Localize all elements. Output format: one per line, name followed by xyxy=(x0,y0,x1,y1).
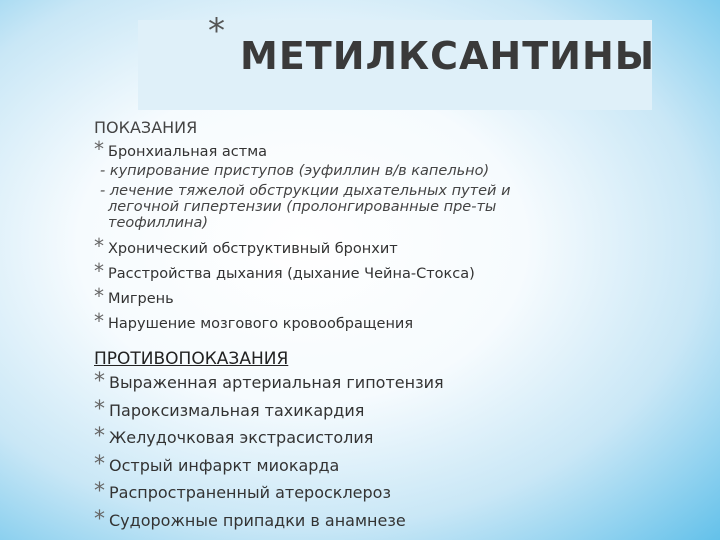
list-item-label: Бронхиальная астма xyxy=(108,144,268,160)
sub-item-line: - купирование приступов (эуфиллин в/в капельно) xyxy=(100,163,490,179)
list-item-label: Распространенный атеросклероз xyxy=(109,483,391,502)
contraindications-list xyxy=(94,369,694,534)
list-item-label: Хронический обструктивный бронхит xyxy=(108,241,398,257)
sub-item-line: - лечение тяжелой обструкции дыхательных путей и xyxy=(100,183,511,199)
bullet-star: * xyxy=(94,396,105,422)
list-item xyxy=(94,369,694,397)
list-item xyxy=(94,507,694,535)
list-item xyxy=(94,285,694,310)
bullet-star: * xyxy=(94,284,104,308)
list-item-label: Выраженная артериальная гипотензия xyxy=(109,373,444,392)
list-item xyxy=(94,397,694,425)
list-item-label: Нарушение мозгового кровообращения xyxy=(108,316,414,332)
bullet-star: * xyxy=(94,479,105,504)
list-item-label: Расстройства дыхания (дыхание Чейна-Стокса) xyxy=(108,266,475,282)
list-item-label: Мигрень xyxy=(108,291,174,307)
list-item xyxy=(94,235,694,260)
bullet-star: * xyxy=(94,506,105,532)
slide-content xyxy=(94,118,694,534)
bullet-star: * xyxy=(94,369,105,394)
indications-heading: ПОКАЗАНИЯ xyxy=(94,118,198,137)
indications-list xyxy=(94,138,694,335)
bullet-star: * xyxy=(94,309,104,333)
bullet-star: * xyxy=(94,259,104,283)
list-item xyxy=(94,310,694,335)
slide-title: МЕТИЛКСАНТИНЫ xyxy=(240,34,656,78)
sub-item-line: теофиллина) xyxy=(108,215,209,231)
bullet-star: * xyxy=(94,137,104,161)
list-item xyxy=(94,452,694,480)
sub-item xyxy=(100,163,694,179)
sub-item-line: легочной гипертензии (пролонгированные пре-ты xyxy=(108,199,497,215)
sub-item xyxy=(100,183,694,231)
list-item xyxy=(94,424,694,452)
list-item-label: Пароксизмальная тахикардия xyxy=(109,400,365,420)
bullet-star: * xyxy=(94,234,104,258)
list-item xyxy=(94,138,694,163)
list-item-label: Острый инфаркт миокарда xyxy=(109,455,340,475)
contraindications-heading: ПРОТИВОПОКАЗАНИЯ xyxy=(94,349,289,369)
list-item xyxy=(94,479,694,507)
list-item-label: Судорожные припадки в анамнезе xyxy=(109,510,406,530)
bullet-star: * xyxy=(94,451,105,477)
bullet-star: * xyxy=(94,424,105,449)
list-item xyxy=(94,260,694,285)
list-item-label: Желудочковая экстрасистолия xyxy=(109,428,374,447)
title-bullet-star: * xyxy=(208,11,225,51)
